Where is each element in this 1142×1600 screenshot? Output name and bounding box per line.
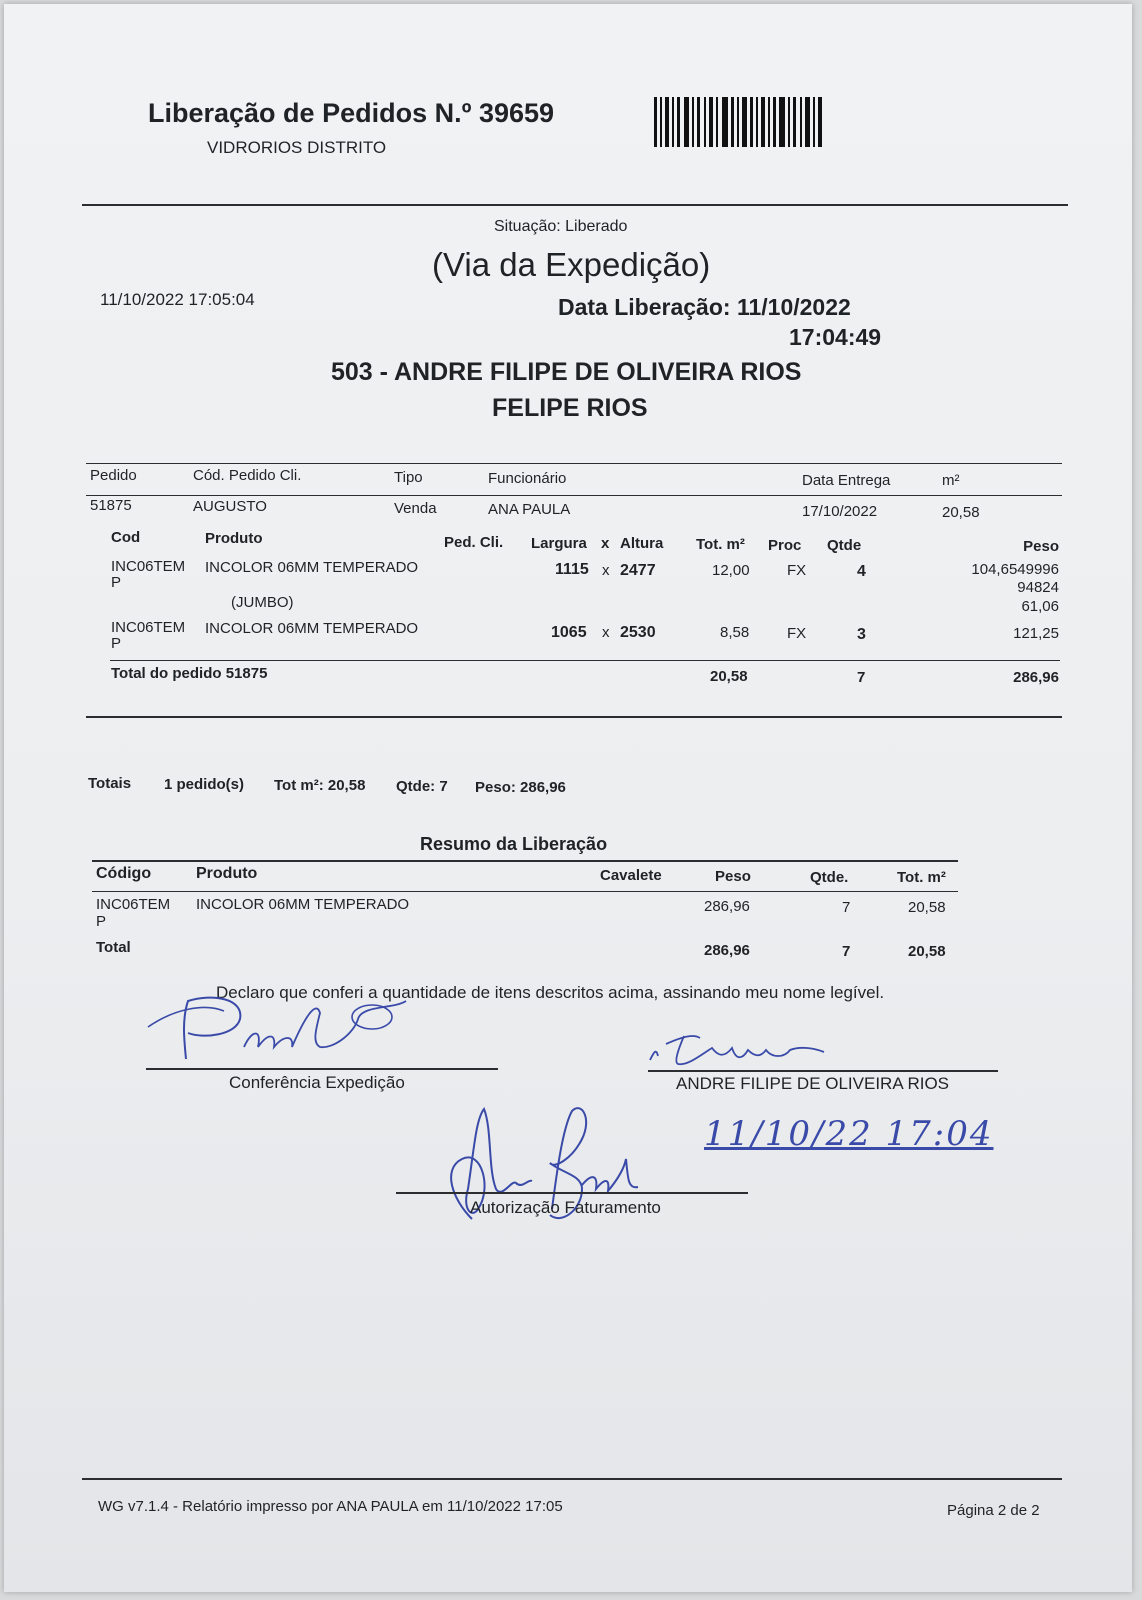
summary-title: Resumo da Liberação (420, 834, 608, 854)
order-type: Venda (394, 500, 437, 517)
order-header-top-rule (86, 463, 1062, 464)
col-cod-pedido-cli: Cód. Pedido Cli. (193, 467, 302, 484)
order-m2: 20,58 (942, 504, 980, 521)
signature-bottom (432, 1099, 672, 1239)
copy-label: (Via da Expedição) (432, 246, 711, 283)
order-total-rule (110, 660, 1060, 661)
status-label: Situação: Liberado (494, 218, 628, 235)
footer-printed-by: WG v7.1.4 - Relatório impresso por ANA PAULA em 11/10/2022 17:05 (98, 1498, 563, 1515)
summary-row-produto: INCOLOR 06MM TEMPERADO (196, 896, 410, 913)
items-col-proc: Proc (768, 537, 802, 554)
declaration-text: Declaro que conferi a quantidade de itens descritos acima, assinando meu nome legível. (216, 983, 885, 1002)
printed-datetime: 11/10/2022 17:05:04 (100, 290, 255, 309)
summary-row-qtde: 7 (842, 899, 851, 916)
summary-col-qtde: Qtde. (810, 869, 849, 886)
summary-col-produto: Produto (196, 865, 258, 882)
company-name: VIDRORIOS DISTRITO (207, 138, 387, 157)
order-total-qtde: 7 (857, 669, 866, 686)
order-number: 51875 (90, 497, 132, 514)
item2-altura: 2530 (620, 624, 656, 641)
order-total-label: Total do pedido 51875 (111, 665, 268, 682)
summary-total-label: Total (96, 939, 131, 956)
order-client-code: AUGUSTO (193, 498, 267, 515)
order-total-peso: 286,96 (1013, 669, 1059, 686)
document-page (4, 4, 1132, 1592)
items-col-largura: Largura (531, 535, 587, 552)
item2-largura: 1065 (551, 624, 587, 641)
summary-row-peso: 286,96 (704, 898, 750, 915)
item1-qtde: 4 (857, 563, 866, 580)
summary-total-qtde: 7 (842, 943, 851, 960)
item1-peso-cont: 94824 (1017, 579, 1059, 596)
items-col-produto: Produto (205, 530, 263, 547)
signature-line-left (146, 1068, 498, 1070)
order-employee: ANA PAULA (488, 501, 571, 518)
item1-peso-extra: 61,06 (1021, 598, 1059, 615)
item1-produto-extra: (JUMBO) (231, 594, 294, 611)
item1-largura: 1115 (555, 561, 589, 578)
items-col-ped-cli: Ped. Cli. (444, 534, 504, 551)
col-m2: m² (942, 472, 960, 489)
totals-label: Totais (88, 775, 132, 792)
item2-qtde: 3 (857, 626, 866, 643)
order-header-mid-rule (86, 495, 1062, 496)
signature-line-right (648, 1070, 998, 1072)
totals-qtde: Qtde: 7 (396, 778, 448, 795)
summary-total-tot-m2: 20,58 (908, 943, 946, 960)
caption-client: ANDRE FILIPE DE OLIVEIRA RIOS (676, 1074, 950, 1093)
summary-row-tot-m2: 20,58 (908, 899, 946, 916)
item1-x: x (602, 562, 610, 579)
item2-x: x (602, 624, 610, 641)
item1-altura: 2477 (620, 562, 656, 579)
barcode-icon (654, 97, 826, 147)
item2-produto: INCOLOR 06MM TEMPERADO (205, 620, 419, 637)
signature-left (144, 989, 424, 1069)
client-alias: FELIPE RIOS (492, 394, 648, 422)
signature-right (644, 1026, 844, 1071)
client-name: 503 - ANDRE FILIPE DE OLIVEIRA RIOS (331, 358, 802, 386)
summary-mid-rule (92, 891, 958, 892)
col-data-entrega: Data Entrega (802, 472, 891, 489)
summary-col-codigo: Código (96, 865, 152, 882)
items-col-qtde: Qtde (827, 537, 862, 554)
item2-proc: FX (787, 625, 807, 642)
col-tipo: Tipo (394, 469, 423, 486)
summary-col-peso: Peso (715, 868, 751, 885)
release-date: Data Liberação: 11/10/2022 (558, 294, 851, 320)
totals-pedidos: 1 pedido(s) (164, 776, 245, 793)
footer-page-number: Página 2 de 2 (947, 1502, 1040, 1519)
summary-top-rule (92, 860, 958, 862)
summary-col-tot-m2: Tot. m² (897, 869, 946, 886)
summary-col-cavalete: Cavalete (600, 867, 662, 884)
item2-tot-m2: 8,58 (720, 624, 750, 641)
caption-autorizacao: Autorização Faturamento (470, 1198, 661, 1217)
items-col-tot-m2: Tot. m² (696, 536, 745, 553)
signature-line-bottom (396, 1192, 748, 1194)
item1-tot-m2: 12,00 (712, 562, 750, 579)
items-col-x: x (601, 535, 610, 552)
item1-cod-cont: P (111, 574, 122, 591)
items-col-cod: Cod (111, 529, 141, 546)
item1-produto: INCOLOR 06MM TEMPERADO (205, 559, 419, 576)
order-delivery-date: 17/10/2022 (802, 503, 878, 520)
item1-peso: 104,6549996 (971, 561, 1059, 578)
footer-rule (82, 1478, 1062, 1480)
summary-total-peso: 286,96 (704, 942, 750, 959)
col-pedido: Pedido (90, 467, 137, 484)
order-bottom-rule (86, 716, 1062, 718)
order-total-m2: 20,58 (710, 668, 748, 685)
items-col-altura: Altura (620, 535, 664, 552)
totals-m2: Tot m²: 20,58 (274, 777, 366, 794)
col-funcionario: Funcionário (488, 470, 567, 487)
handwritten-date: 11/10/22 17:04 (704, 1114, 994, 1154)
item1-cod: INC06TEM (111, 558, 186, 575)
item2-peso: 121,25 (1013, 625, 1059, 642)
item1-proc: FX (787, 562, 807, 579)
document-title: Liberação de Pedidos N.º 39659 (148, 98, 555, 128)
item2-cod: INC06TEM (111, 619, 186, 636)
totals-peso: Peso: 286,96 (475, 779, 566, 796)
summary-row-codigo: INC06TEM (96, 896, 171, 913)
header-divider (82, 204, 1068, 206)
item2-cod-cont: P (111, 635, 122, 652)
items-col-peso: Peso (1023, 538, 1059, 555)
caption-conferencia: Conferência Expedição (229, 1073, 405, 1092)
release-time: 17:04:49 (789, 324, 882, 350)
summary-row-codigo-cont: P (96, 913, 107, 930)
